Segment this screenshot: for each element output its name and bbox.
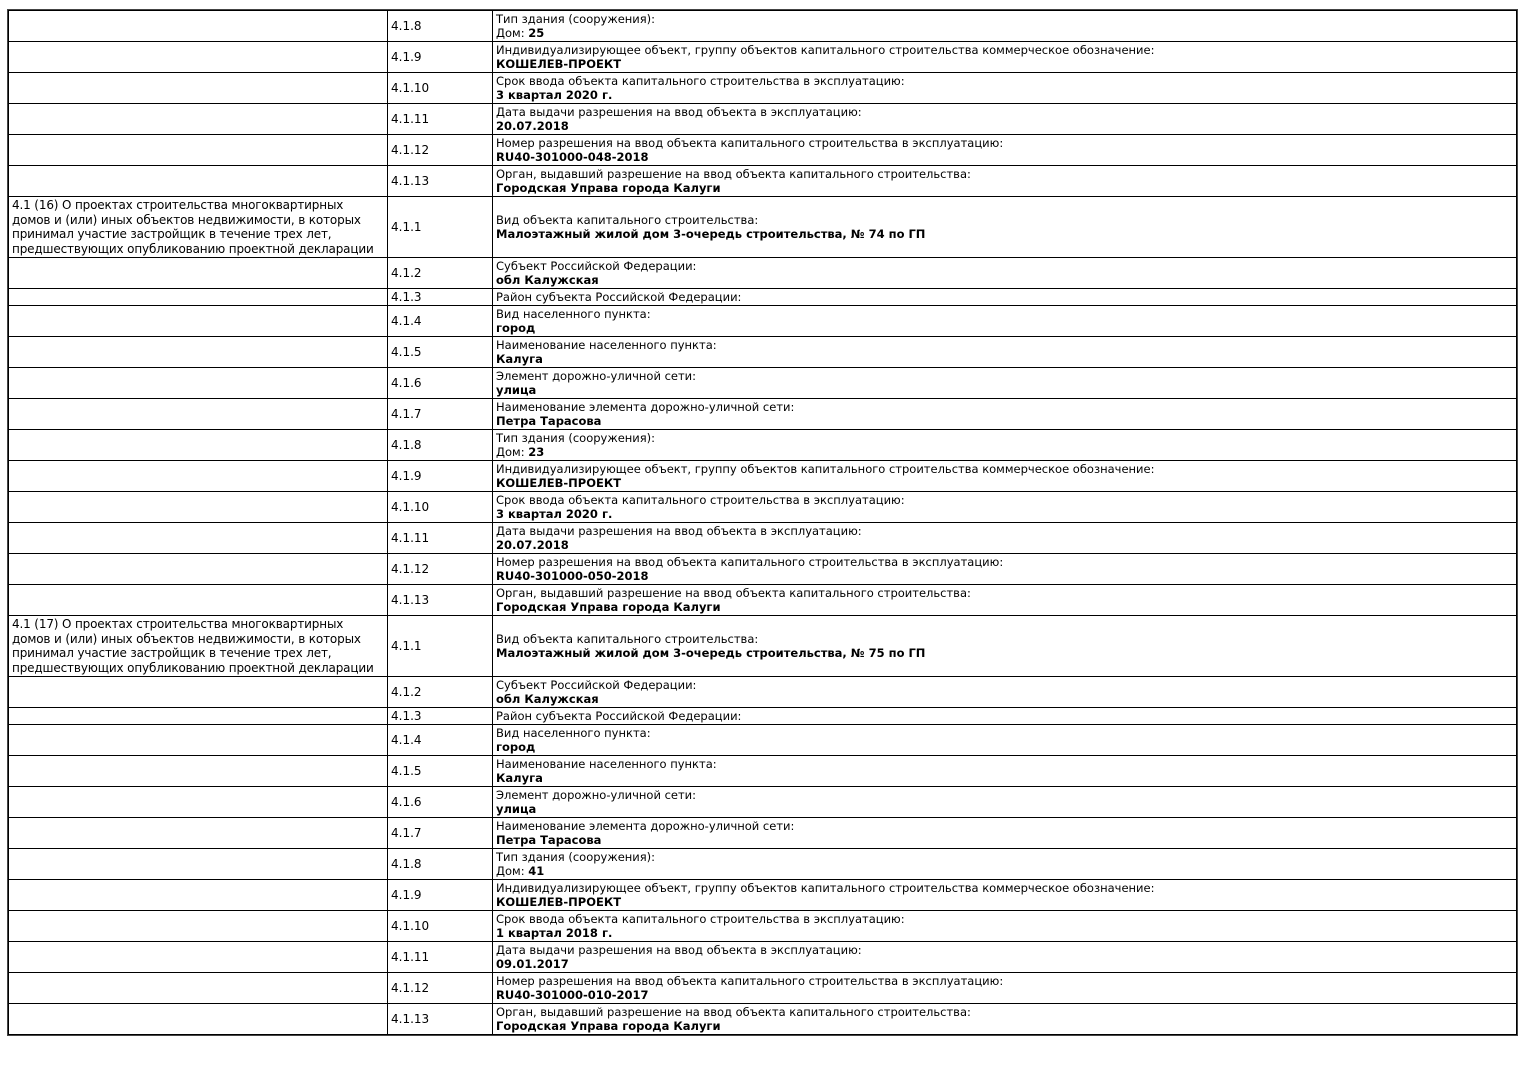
empty-cell <box>9 73 388 104</box>
row-number-cell <box>388 399 493 430</box>
table-row <box>9 337 1517 368</box>
field-value-text: КОШЕЛЕВ-ПРОЕКТ <box>496 57 622 71</box>
empty-cell <box>9 911 388 942</box>
field-label: Орган, выдавший разрешение на ввод объекта капитального строительства: <box>496 1005 971 1019</box>
row-number-cell <box>388 461 493 492</box>
row-content-cell <box>493 554 1517 585</box>
field-value-text: обл Калужская <box>496 273 599 287</box>
table-row <box>9 289 1517 306</box>
field-value <box>496 1019 1513 1033</box>
field-value-text: RU40-301000-048-2018 <box>496 150 649 164</box>
row-number-cell <box>388 818 493 849</box>
table-row <box>9 399 1517 430</box>
field-label: Номер разрешения на ввод объекта капитального строительства в эксплуатацию: <box>496 555 1004 569</box>
field-label: Индивидуализирующее объект, группу объектов капитального строительства коммерческое обозначение: <box>496 43 1155 57</box>
row-number-cell <box>388 430 493 461</box>
field-value <box>496 273 1513 287</box>
field-value <box>496 600 1513 614</box>
field-value <box>496 507 1513 521</box>
field-value <box>496 740 1513 754</box>
field-value-text: город <box>496 321 536 335</box>
field-label: Дата выдачи разрешения на ввод объекта в эксплуатацию: <box>496 943 862 957</box>
table-row <box>9 554 1517 585</box>
field-value-text: Городская Управа города Калуги <box>496 181 721 195</box>
field-label: Срок ввода объекта капитального строительства в эксплуатацию: <box>496 493 905 507</box>
row-content-cell <box>493 166 1517 197</box>
empty-cell <box>9 104 388 135</box>
row-content-cell <box>493 880 1517 911</box>
table-row <box>9 911 1517 942</box>
table-row <box>9 523 1517 554</box>
field-label: Вид населенного пункта: <box>496 307 651 321</box>
row-content-cell <box>493 11 1517 42</box>
field-value-text: город <box>496 740 536 754</box>
row-number: 4.1.8 <box>391 438 422 452</box>
field-value <box>496 895 1513 909</box>
row-content-cell <box>493 708 1517 725</box>
field-label: Вид объекта капитального строительства: <box>496 213 759 227</box>
table-row <box>9 942 1517 973</box>
field-label: Элемент дорожно-уличной сети: <box>496 369 697 383</box>
empty-cell <box>9 337 388 368</box>
table-row <box>9 492 1517 523</box>
row-number-cell <box>388 756 493 787</box>
empty-cell <box>9 725 388 756</box>
empty-cell <box>9 289 388 306</box>
row-number-cell <box>388 289 493 306</box>
row-number-cell <box>388 911 493 942</box>
row-content-cell <box>493 973 1517 1004</box>
table-row <box>9 708 1517 725</box>
table-row <box>9 849 1517 880</box>
field-label: Срок ввода объекта капитального строительства в эксплуатацию: <box>496 912 905 926</box>
field-label: Вид населенного пункта: <box>496 726 651 740</box>
field-value <box>496 227 1513 241</box>
row-number: 4.1.4 <box>391 314 422 328</box>
field-value <box>496 383 1513 397</box>
field-value-text: 41 <box>528 864 545 878</box>
row-number-cell <box>388 135 493 166</box>
row-content-cell <box>493 135 1517 166</box>
field-value-text: Малоэтажный жилой дом 3-очередь строительства, № 75 по ГП <box>496 646 926 660</box>
section-description: 4.1 (17) О проектах строительства многоквартирных домов и (или) иных объектов недвижимости, в которых принимал участие застройщик в течение трех лет, предшествующих опубликованию проектной декларации <box>12 617 374 675</box>
table-row <box>9 258 1517 289</box>
field-value <box>496 957 1513 971</box>
table-row <box>9 725 1517 756</box>
row-number: 4.1.2 <box>391 266 422 280</box>
field-value <box>496 445 1513 459</box>
row-number: 4.1.10 <box>391 919 430 933</box>
row-number-cell <box>388 306 493 337</box>
row-number: 4.1.10 <box>391 81 430 95</box>
table-row <box>9 368 1517 399</box>
table-row <box>9 306 1517 337</box>
field-value-text: Малоэтажный жилой дом 3-очередь строительства, № 74 по ГП <box>496 227 926 241</box>
table-row <box>9 166 1517 197</box>
table-row <box>9 616 1517 677</box>
row-content-cell <box>493 492 1517 523</box>
empty-cell <box>9 756 388 787</box>
row-number-cell <box>388 787 493 818</box>
field-value-text: улица <box>496 383 537 397</box>
empty-cell <box>9 11 388 42</box>
row-number: 4.1.7 <box>391 826 422 840</box>
field-value <box>496 864 1513 878</box>
field-value-text: 23 <box>528 445 545 459</box>
field-value-text: Городская Управа города Калуги <box>496 1019 721 1033</box>
row-content-cell <box>493 368 1517 399</box>
row-number-cell <box>388 258 493 289</box>
table-row <box>9 135 1517 166</box>
empty-cell <box>9 492 388 523</box>
table-row <box>9 197 1517 258</box>
row-number: 4.1.1 <box>391 220 422 234</box>
field-value-text: обл Калужская <box>496 692 599 706</box>
row-number-cell <box>388 523 493 554</box>
field-value <box>496 321 1513 335</box>
empty-cell <box>9 1004 388 1035</box>
field-value <box>496 926 1513 940</box>
row-number-cell <box>388 166 493 197</box>
field-value-text: 1 квартал 2018 г. <box>496 926 613 940</box>
row-number: 4.1.11 <box>391 531 430 545</box>
row-number-cell <box>388 616 493 677</box>
field-label: Индивидуализирующее объект, группу объектов капитального строительства коммерческое обозначение: <box>496 462 1155 476</box>
table-row <box>9 11 1517 42</box>
row-number: 4.1.9 <box>391 50 422 64</box>
field-value-text: Городская Управа города Калуги <box>496 600 721 614</box>
row-content-cell <box>493 289 1517 306</box>
field-value-text: 20.07.2018 <box>496 538 569 552</box>
row-content-cell <box>493 306 1517 337</box>
field-label: Номер разрешения на ввод объекта капитального строительства в эксплуатацию: <box>496 136 1004 150</box>
section-description-cell <box>9 616 388 677</box>
field-value <box>496 57 1513 71</box>
field-value-text: КОШЕЛЕВ-ПРОЕКТ <box>496 476 622 490</box>
row-number: 4.1.5 <box>391 764 422 778</box>
section-description-cell <box>9 197 388 258</box>
row-content-cell <box>493 725 1517 756</box>
field-value-text: 09.01.2017 <box>496 957 569 971</box>
empty-cell <box>9 430 388 461</box>
field-label: Дата выдачи разрешения на ввод объекта в эксплуатацию: <box>496 105 862 119</box>
row-number: 4.1.11 <box>391 950 430 964</box>
row-number: 4.1.13 <box>391 1012 430 1026</box>
field-label: Дата выдачи разрешения на ввод объекта в эксплуатацию: <box>496 524 862 538</box>
row-content-cell <box>493 849 1517 880</box>
row-number: 4.1.13 <box>391 174 430 188</box>
row-number-cell <box>388 880 493 911</box>
row-number: 4.1.4 <box>391 733 422 747</box>
field-value-prefix: Дом: <box>496 864 529 878</box>
row-number-cell <box>388 849 493 880</box>
row-content-cell <box>493 911 1517 942</box>
row-content-cell <box>493 104 1517 135</box>
table-row <box>9 1004 1517 1035</box>
section-description: 4.1 (16) О проектах строительства многоквартирных домов и (или) иных объектов недвижимости, в которых принимал участие застройщик в течение трех лет, предшествующих опубликованию проектной декларации <box>12 198 374 256</box>
table-row <box>9 880 1517 911</box>
row-number: 4.1.5 <box>391 345 422 359</box>
empty-cell <box>9 818 388 849</box>
field-label: Наименование элемента дорожно-уличной сети: <box>496 400 795 414</box>
field-label: Наименование населенного пункта: <box>496 338 717 352</box>
row-content-cell <box>493 756 1517 787</box>
field-value-text: 3 квартал 2020 г. <box>496 88 613 102</box>
field-label: Элемент дорожно-уличной сети: <box>496 788 697 802</box>
empty-cell <box>9 677 388 708</box>
row-number-cell <box>388 973 493 1004</box>
row-number: 4.1.13 <box>391 593 430 607</box>
row-content-cell <box>493 42 1517 73</box>
table-row <box>9 42 1517 73</box>
table-row <box>9 973 1517 1004</box>
field-value-text: Петра Тарасова <box>496 414 602 428</box>
row-number-cell <box>388 942 493 973</box>
row-content-cell <box>493 1004 1517 1035</box>
table-row <box>9 430 1517 461</box>
field-value <box>496 119 1513 133</box>
empty-cell <box>9 306 388 337</box>
row-number: 4.1.12 <box>391 981 430 995</box>
row-content-cell <box>493 399 1517 430</box>
row-content-cell <box>493 523 1517 554</box>
field-value-text: RU40-301000-050-2018 <box>496 569 649 583</box>
field-value <box>496 988 1513 1002</box>
field-label: Тип здания (сооружения): <box>496 431 656 445</box>
field-label: Наименование элемента дорожно-уличной сети: <box>496 819 795 833</box>
row-number-cell <box>388 337 493 368</box>
field-label: Район субъекта Российской Федерации: <box>496 290 742 304</box>
field-value <box>496 352 1513 366</box>
empty-cell <box>9 849 388 880</box>
project-declaration-table <box>8 10 1517 1035</box>
row-number-cell <box>388 492 493 523</box>
row-number: 4.1.6 <box>391 795 422 809</box>
empty-cell <box>9 461 388 492</box>
field-label: Наименование населенного пункта: <box>496 757 717 771</box>
row-number-cell <box>388 585 493 616</box>
row-number: 4.1.12 <box>391 562 430 576</box>
empty-cell <box>9 166 388 197</box>
empty-cell <box>9 585 388 616</box>
field-value-prefix: Дом: <box>496 445 529 459</box>
field-label: Номер разрешения на ввод объекта капитального строительства в эксплуатацию: <box>496 974 1004 988</box>
row-content-cell <box>493 616 1517 677</box>
row-content-cell <box>493 585 1517 616</box>
empty-cell <box>9 135 388 166</box>
field-value <box>496 414 1513 428</box>
row-content-cell <box>493 461 1517 492</box>
row-content-cell <box>493 430 1517 461</box>
row-number-cell <box>388 197 493 258</box>
row-content-cell <box>493 73 1517 104</box>
row-number: 4.1.2 <box>391 685 422 699</box>
empty-cell <box>9 554 388 585</box>
row-number-cell <box>388 708 493 725</box>
field-value <box>496 802 1513 816</box>
empty-cell <box>9 399 388 430</box>
field-label: Тип здания (сооружения): <box>496 850 656 864</box>
field-value <box>496 538 1513 552</box>
row-content-cell <box>493 677 1517 708</box>
field-label: Индивидуализирующее объект, группу объектов капитального строительства коммерческое обозначение: <box>496 881 1155 895</box>
empty-cell <box>9 42 388 73</box>
field-value <box>496 692 1513 706</box>
row-number-cell <box>388 73 493 104</box>
empty-cell <box>9 973 388 1004</box>
row-number-cell <box>388 554 493 585</box>
field-value <box>496 771 1513 785</box>
field-value-text: Петра Тарасова <box>496 833 602 847</box>
row-number: 4.1.9 <box>391 469 422 483</box>
row-number: 4.1.8 <box>391 857 422 871</box>
row-number: 4.1.10 <box>391 500 430 514</box>
field-value <box>496 476 1513 490</box>
row-content-cell <box>493 258 1517 289</box>
row-content-cell <box>493 787 1517 818</box>
field-value-text: 3 квартал 2020 г. <box>496 507 613 521</box>
row-number: 4.1.1 <box>391 639 422 653</box>
row-number: 4.1.8 <box>391 19 422 33</box>
row-number: 4.1.6 <box>391 376 422 390</box>
table-row <box>9 461 1517 492</box>
row-number-cell <box>388 677 493 708</box>
empty-cell <box>9 523 388 554</box>
row-number: 4.1.3 <box>391 290 422 304</box>
row-content-cell <box>493 818 1517 849</box>
row-content-cell <box>493 942 1517 973</box>
field-value <box>496 88 1513 102</box>
empty-cell <box>9 787 388 818</box>
field-value <box>496 181 1513 195</box>
table-row <box>9 756 1517 787</box>
table-row <box>9 73 1517 104</box>
field-value <box>496 646 1513 660</box>
row-number: 4.1.7 <box>391 407 422 421</box>
field-value-text: RU40-301000-010-2017 <box>496 988 649 1002</box>
field-value <box>496 26 1513 40</box>
field-value-text: Калуга <box>496 352 543 366</box>
field-value-text: КОШЕЛЕВ-ПРОЕКТ <box>496 895 622 909</box>
row-number-cell <box>388 42 493 73</box>
field-value-text: улица <box>496 802 537 816</box>
field-value-text: Калуга <box>496 771 543 785</box>
table-row <box>9 787 1517 818</box>
field-value-text: 25 <box>528 26 545 40</box>
empty-cell <box>9 368 388 399</box>
field-label: Субъект Российской Федерации: <box>496 678 697 692</box>
field-label: Орган, выдавший разрешение на ввод объекта капитального строительства: <box>496 586 971 600</box>
row-number: 4.1.9 <box>391 888 422 902</box>
empty-cell <box>9 258 388 289</box>
table-row <box>9 677 1517 708</box>
row-content-cell <box>493 197 1517 258</box>
table-row <box>9 104 1517 135</box>
field-value-prefix: Дом: <box>496 26 529 40</box>
row-number: 4.1.11 <box>391 112 430 126</box>
field-label: Тип здания (сооружения): <box>496 12 656 26</box>
field-value <box>496 569 1513 583</box>
field-value-text: 20.07.2018 <box>496 119 569 133</box>
table-row <box>9 585 1517 616</box>
row-number-cell <box>388 1004 493 1035</box>
table-body <box>9 11 1517 1035</box>
field-label: Срок ввода объекта капитального строительства в эксплуатацию: <box>496 74 905 88</box>
row-number: 4.1.12 <box>391 143 430 157</box>
empty-cell <box>9 880 388 911</box>
table-row <box>9 818 1517 849</box>
row-number-cell <box>388 104 493 135</box>
row-number-cell <box>388 725 493 756</box>
empty-cell <box>9 708 388 725</box>
row-number-cell <box>388 11 493 42</box>
field-value <box>496 150 1513 164</box>
row-number: 4.1.3 <box>391 709 422 723</box>
field-value <box>496 833 1513 847</box>
empty-cell <box>9 942 388 973</box>
row-content-cell <box>493 337 1517 368</box>
field-label: Вид объекта капитального строительства: <box>496 632 759 646</box>
row-number-cell <box>388 368 493 399</box>
field-label: Район субъекта Российской Федерации: <box>496 709 742 723</box>
field-label: Орган, выдавший разрешение на ввод объекта капитального строительства: <box>496 167 971 181</box>
field-label: Субъект Российской Федерации: <box>496 259 697 273</box>
